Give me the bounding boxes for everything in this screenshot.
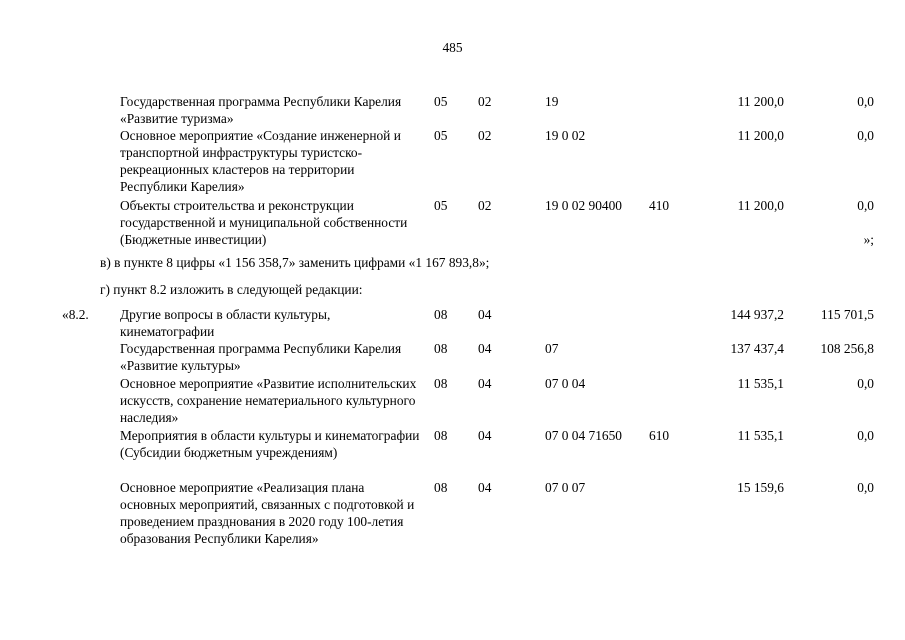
target-article-code: 19	[545, 94, 559, 109]
row-description: Мероприятия в области культуры и кинематографии (Субсидии бюджетным учреждениям)	[120, 428, 420, 460]
closing-quote-mark: »;	[863, 232, 874, 247]
subsection-code: 02	[478, 128, 492, 143]
subsection-code: 04	[478, 376, 492, 391]
section-code: 05	[434, 94, 448, 109]
amendment-paragraph-g: г) пункт 8.2 изложить в следующей редакции:	[100, 282, 363, 297]
section-code: 08	[434, 480, 448, 495]
amount-total: 11 535,1	[737, 428, 784, 443]
subsection-code: 04	[478, 307, 492, 322]
amount-federal: 108 256,8	[820, 341, 874, 356]
amount-federal: 115 701,5	[820, 307, 874, 322]
row-description: Основное мероприятие «Реализация плана основных мероприятий, связанных с подготовкой и проведением празднования в 2020 году 100-летия образования Республики Карелия»	[120, 480, 415, 546]
row-description: Объекты строительства и реконструкции государственной и муниципальной собственности (Бюджетные инвестиции)	[120, 198, 408, 247]
section-code: 08	[434, 428, 448, 443]
expense-type-code: 410	[649, 198, 670, 213]
row-description: Государственная программа Республики Карелия «Развитие туризма»	[120, 94, 402, 126]
amount-total: 11 535,1	[737, 376, 784, 391]
amount-federal: 0,0	[857, 480, 874, 495]
amount-federal: 0,0	[857, 128, 874, 143]
amount-total: 11 200,0	[737, 94, 784, 109]
row-description: Основное мероприятие «Развитие исполнительских искусств, сохранение нематериального культурного наследия»	[120, 376, 417, 425]
row-description: Государственная программа Республики Карелия «Развитие культуры»	[120, 341, 402, 373]
amount-federal: 0,0	[857, 376, 874, 391]
section-code: 08	[434, 307, 448, 322]
amendment-paragraph-v: в) в пункте 8 цифры «1 156 358,7» заменить цифрами «1 167 893,8»;	[100, 255, 490, 270]
amount-federal: 0,0	[857, 428, 874, 443]
page-number: 485	[442, 40, 463, 55]
amount-total: 11 200,0	[737, 198, 784, 213]
section-code: 08	[434, 341, 448, 356]
subsection-code: 02	[478, 198, 492, 213]
amount-federal: 0,0	[857, 94, 874, 109]
target-article-code: 19 0 02 90400	[545, 198, 622, 213]
item-number: «8.2.	[62, 307, 89, 322]
subsection-code: 04	[478, 480, 492, 495]
section-code: 05	[434, 198, 448, 213]
section-code: 08	[434, 376, 448, 391]
amount-total: 15 159,6	[737, 480, 784, 495]
target-article-code: 07 0 04 71650	[545, 428, 622, 443]
target-article-code: 07 0 04	[545, 376, 586, 391]
section-code: 05	[434, 128, 448, 143]
amount-federal: 0,0	[857, 198, 874, 213]
target-article-code: 19 0 02	[545, 128, 586, 143]
row-description: Другие вопросы в области культуры, кинематографии	[120, 307, 331, 339]
amount-total: 137 437,4	[730, 341, 784, 356]
subsection-code: 02	[478, 94, 492, 109]
target-article-code: 07	[545, 341, 559, 356]
subsection-code: 04	[478, 428, 492, 443]
target-article-code: 07 0 07	[545, 480, 586, 495]
row-description: Основное мероприятие «Создание инженерной и транспортной инфраструктуры туристско-рекреационных кластеров на территории Республики Карелия»	[120, 128, 401, 194]
amount-total: 11 200,0	[737, 128, 784, 143]
subsection-code: 04	[478, 341, 492, 356]
amount-total: 144 937,2	[730, 307, 784, 322]
expense-type-code: 610	[649, 428, 670, 443]
